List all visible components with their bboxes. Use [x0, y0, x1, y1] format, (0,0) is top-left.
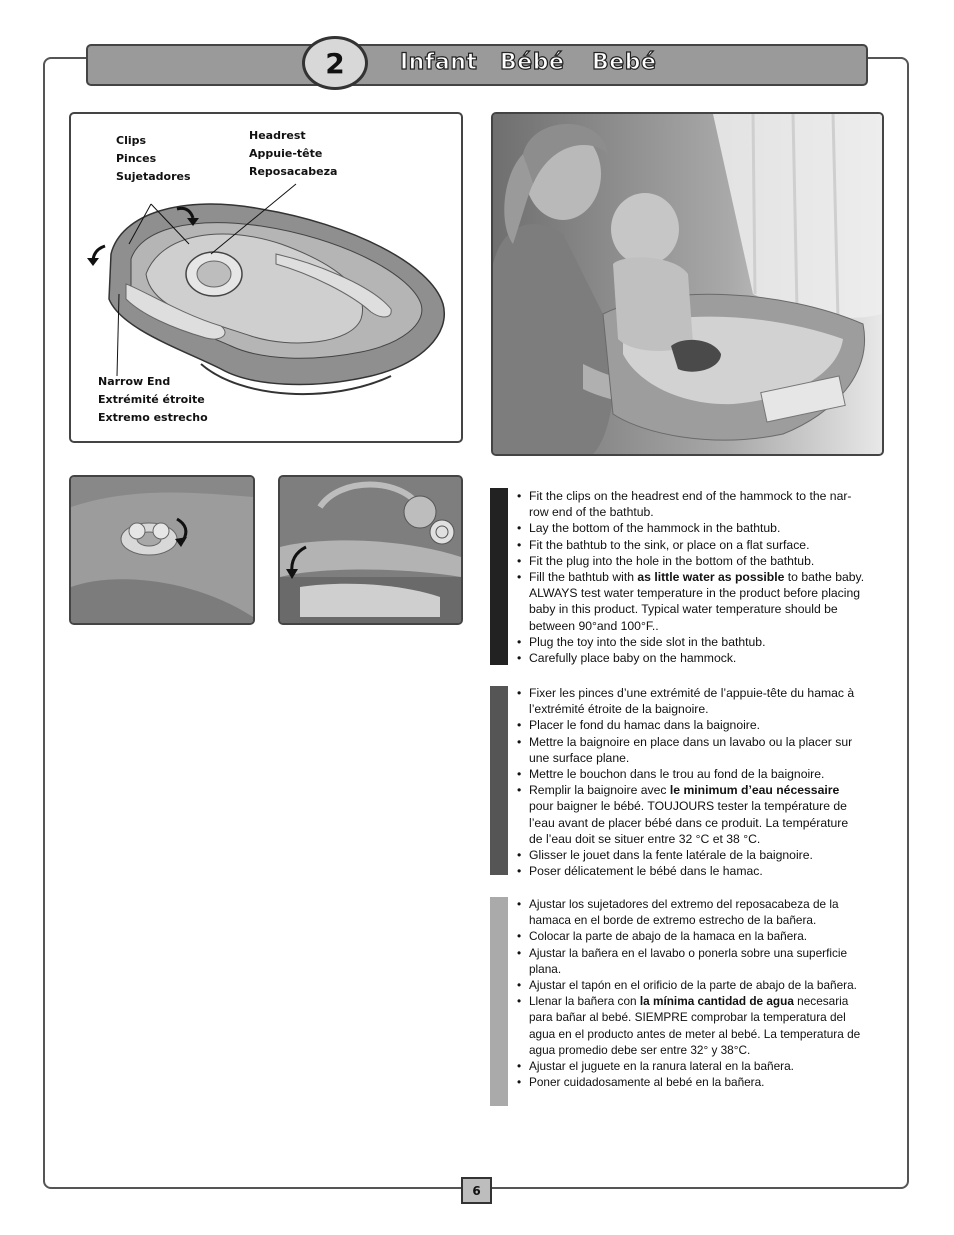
- page-number: 6: [461, 1177, 492, 1204]
- list-item: • Fixer les pinces d’une extrémité de l’appuie-tête du hamac à l’extrémité étroite de la baignoire.: [517, 685, 865, 717]
- toy-illustration: [278, 475, 463, 625]
- list-item: • Ajustar la bañera en el lavabo o ponerla sobre una superficie plana.: [517, 945, 865, 977]
- spanish-instructions: [517, 896, 865, 1090]
- photo-illustration: [493, 114, 882, 454]
- plug-detail: [71, 477, 253, 623]
- list-item: • Ajustar los sujetadores del extremo del reposacabeza de la hamaca en el borde de extremo estrecho de la bañera.: [517, 896, 865, 928]
- english-instructions: [517, 488, 865, 666]
- list-item: • Fill the bathtub with as little water as possible to bathe baby. ALWAYS test water temperature in the product before placing baby in this product. Typical water temperature should be between 90°and 100°F..: [517, 569, 865, 634]
- list-item: • Poner cuidadosamente al bebé en la bañera.: [517, 1074, 865, 1090]
- title-spanish: Bebé: [592, 50, 657, 75]
- french-instructions: [517, 685, 865, 879]
- list-item: • Plug the toy into the side slot in the bathtub.: [517, 634, 865, 650]
- clips-label: Clips Pinces Sujetadores: [116, 134, 191, 183]
- list-item: • Ajustar el juguete en la ranura lateral en la bañera.: [517, 1058, 865, 1074]
- list-item: • Placer le fond du hamac dans la baignoire.: [517, 717, 865, 733]
- headrest-label: Headrest Appuie-tête Reposacabeza: [249, 129, 338, 178]
- list-item: • Poser délicatement le bébé dans le hamac.: [517, 863, 865, 879]
- list-item: • Fit the plug into the hole in the bottom of the bathtub.: [517, 553, 865, 569]
- list-item: • Fit the bathtub to the sink, or place on a flat surface.: [517, 537, 865, 553]
- narrow-end-label: Narrow End Extrémité étroite Extremo estrecho: [98, 375, 208, 424]
- list-item: • Lay the bottom of the hammock in the bathtub.: [517, 520, 865, 536]
- english-language-bar: [490, 488, 508, 665]
- list-item: • Fit the clips on the headrest end of the hammock to the nar-row end of the bathtub.: [517, 488, 865, 520]
- title-english: Infant: [400, 50, 478, 75]
- list-item: • Ajustar el tapón en el orificio de la parte de abajo de la bañera.: [517, 977, 865, 993]
- french-language-bar: [490, 686, 508, 875]
- list-item: • Mettre la baignoire en place dans un lavabo ou la placer sur une surface plane.: [517, 734, 865, 766]
- list-item: • Glisser le jouet dans la fente latérale de la baignoire.: [517, 847, 865, 863]
- plug-illustration: [69, 475, 255, 625]
- mother-baby-photo: [491, 112, 884, 456]
- list-item: • Carefully place baby on the hammock.: [517, 650, 865, 666]
- title-french: Bébé: [500, 50, 565, 75]
- toy-detail: [280, 477, 461, 623]
- step-number-badge: 2: [302, 36, 368, 90]
- spanish-language-bar: [490, 897, 508, 1106]
- list-item: • Llenar la bañera con la mínima cantidad de agua necesaria para bañar al bebé. SIEMPRE comprobar la temperatura del agua en el producto antes de meter al bebé. La temperatura de agua promedio debe ser entre 32° y 38°C.: [517, 993, 865, 1058]
- list-item: • Colocar la parte de abajo de la hamaca en la bañera.: [517, 928, 865, 944]
- bathtub-diagram-panel: [69, 112, 463, 443]
- list-item: • Mettre le bouchon dans le trou au fond de la baignoire.: [517, 766, 865, 782]
- list-item: • Remplir la baignoire avec le minimum d’eau nécessaire pour baigner le bébé. TOUJOURS tester la température de l’eau avant de placer bébé dans ce produit. La température de l’eau doit se situer entre 32 °C et 38 °C.: [517, 782, 865, 847]
